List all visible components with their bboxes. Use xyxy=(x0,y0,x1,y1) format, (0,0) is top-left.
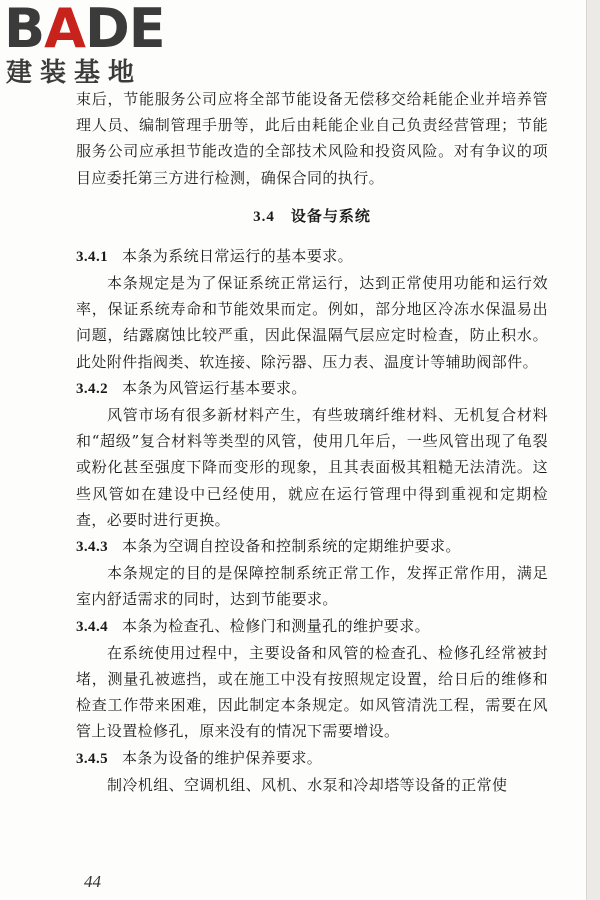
clause-body: 本条规定的目的是保障控制系统正常工作，发挥正常作用，满足室内舒适需求的同时，达到节能要求。 xyxy=(76,564,548,609)
logo-wordmark: BADE xyxy=(4,0,165,60)
clause-title: 本条为检查孔、检修门和测量孔的维护要求。 xyxy=(122,616,431,635)
clause-body: 在系统使用过程中，主要设备和风管的检查孔、检修孔经常被封堵，测量孔被遮挡，或在施工中没有按照规定设置，给日后的维修和检查工作带来困难，因此制定本条规定。如风管清洗工程，需要在风管上设置检修孔，原来没有的情况下需要增设。 xyxy=(76,643,548,741)
clause-number: 3.4.1 xyxy=(76,248,108,265)
page-number: 44 xyxy=(84,872,101,891)
clause-body: 制冷机组、空调机组、风机、水泵和冷却塔等设备的正常使 xyxy=(107,775,508,794)
clause-heading xyxy=(76,613,548,640)
section-title: 设备与系统 xyxy=(290,206,371,225)
clause-heading xyxy=(76,745,548,772)
clause-number: 3.4.3 xyxy=(76,539,108,556)
clause-title: 本条为系统日常运行的基本要求。 xyxy=(122,246,354,265)
bade-logo xyxy=(4,2,184,92)
page-edge-shadow xyxy=(586,0,600,900)
section-number: 3.4 xyxy=(253,208,275,225)
document-body xyxy=(76,86,548,798)
clause-title: 本条为空调自控设备和控制系统的定期维护要求。 xyxy=(122,537,461,556)
clause-title: 本条为设备的维护保养要求。 xyxy=(122,748,323,767)
clause-number: 3.4.4 xyxy=(76,618,108,635)
clause-number: 3.4.2 xyxy=(76,380,108,397)
clause-body: 本条规定是为了保证系统正常运行，达到正常使用功能和运行效率，保证系统寿命和节能效果而定。例如，部分地区冷冻水保温易出问题，结露腐蚀比较严重，因此保温隔气层应定时检查，防止积水。此处附件指阀类、软连接、除污器、压力表、温度计等辅助阀部件。 xyxy=(76,274,548,371)
clause-title: 本条为风管运行基本要求。 xyxy=(122,378,307,397)
clause-body: 风管市场有很多新材料产生，有些玻璃纤维材料、无机复合材料和“超级”复合材料等类型的风管，使用几年后，一些风管出现了龟裂或粉化甚至强度下降而变形的现象，且其表面极其粗糙无法清洗。这些风管如在建设中已经使用，就应在运行管理中得到重视和定期检查，必要时进行更换。 xyxy=(76,406,548,529)
clause-number: 3.4.5 xyxy=(76,750,108,767)
logo-subtitle: 建装基地 xyxy=(6,58,143,88)
clause-heading xyxy=(76,243,548,270)
clause-heading xyxy=(76,533,548,560)
intro-paragraph: 束后，节能服务公司应将全部节能设备无偿移交给耗能企业并培养管理人员、编制管理手册等，此后由耗能企业自己负责经营管理；节能服务公司应承担节能改造的全部技术风险和投资风险。对有争议的项目应委托第三方进行检测，确保合同的执行。 xyxy=(76,90,548,187)
section-heading xyxy=(76,203,548,230)
clause-heading xyxy=(76,375,548,402)
